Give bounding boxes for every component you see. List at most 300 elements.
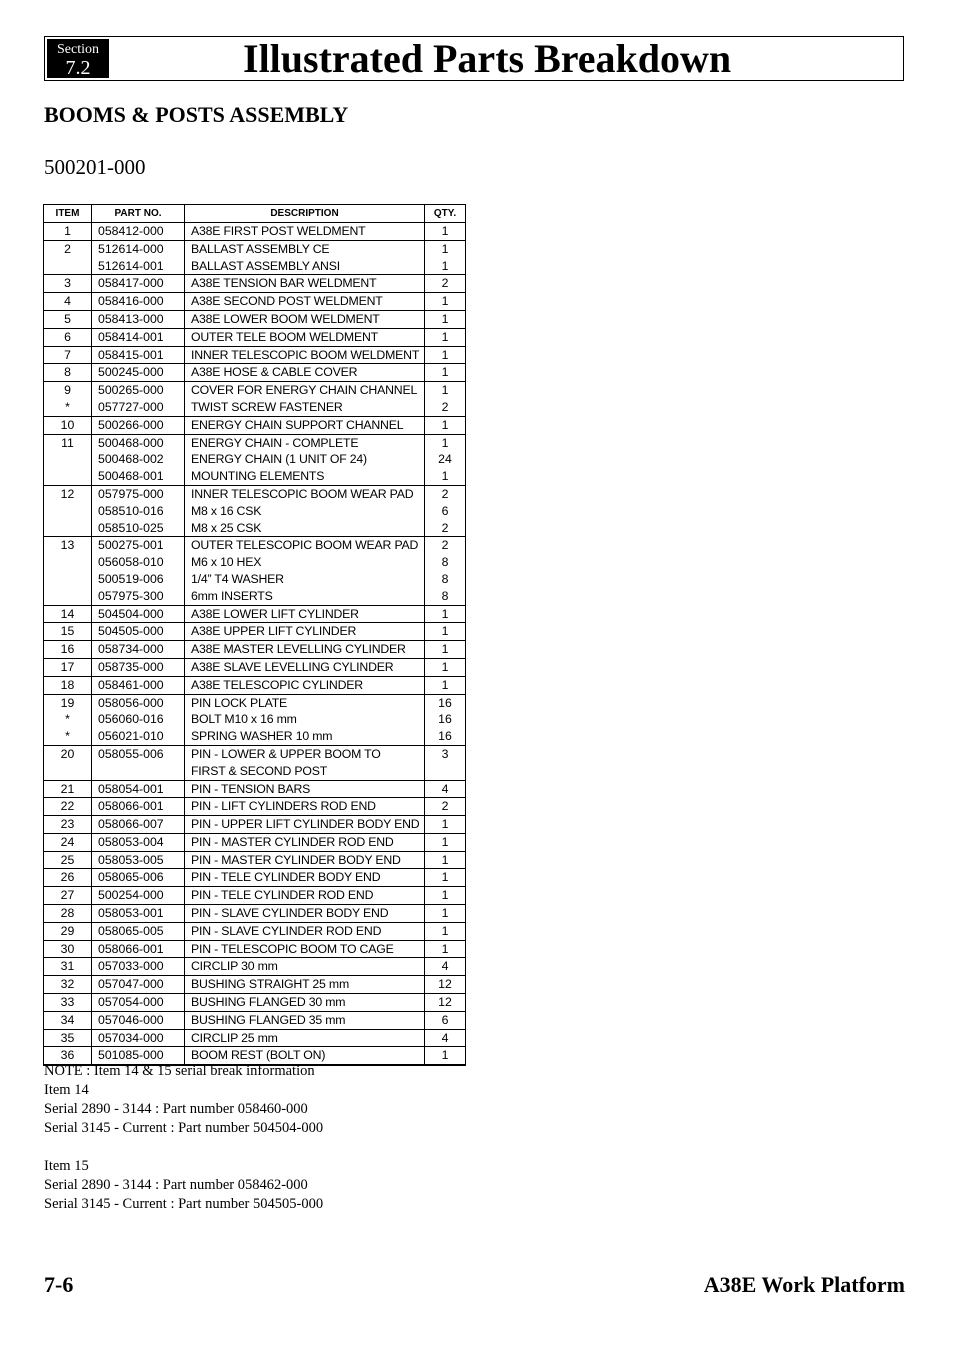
- cell-qty-line: [427, 763, 463, 780]
- cell-description-line: PIN - TELE CYLINDER BODY END: [191, 870, 381, 885]
- cell-qty-line: 6: [441, 503, 449, 518]
- cell-part-no-line: 058066-001: [98, 799, 164, 814]
- header-item: ITEM: [44, 205, 92, 223]
- table-row: [44, 328, 466, 346]
- cell-description: [185, 694, 425, 745]
- cell-description-line: A38E LOWER BOOM WELDMENT: [191, 311, 380, 326]
- cell-description-line: BUSHING FLANGED 35 mm: [191, 1012, 346, 1027]
- cell-qty: [425, 851, 466, 869]
- cell-qty: [425, 658, 466, 676]
- cell-qty: [425, 416, 466, 434]
- cell-item-line: 11: [61, 435, 74, 450]
- cell-qty: [425, 328, 466, 346]
- cell-description-line: MOUNTING ELEMENTS: [191, 469, 325, 484]
- cell-description-line: A38E SLAVE LEVELLING CYLINDER: [191, 659, 394, 674]
- assembly-title: BOOMS & POSTS ASSEMBLY: [44, 102, 349, 127]
- section-number: 7.2: [65, 57, 91, 79]
- cell-part-no-line: 500254-000: [98, 888, 164, 903]
- cell-item: [44, 798, 92, 816]
- table-row: [44, 240, 466, 275]
- cell-part-no: [92, 958, 185, 976]
- cell-description-line: BALLAST ASSEMBLY CE: [191, 241, 330, 256]
- cell-qty-line: 1: [441, 923, 449, 938]
- cell-qty-line: 1: [441, 852, 449, 867]
- cell-description-line: ENERGY CHAIN (1 UNIT OF 24): [191, 452, 367, 467]
- cell-item: [44, 1029, 92, 1047]
- cell-qty-line: 1: [441, 888, 449, 903]
- cell-part-no-line: 058510-016: [98, 503, 164, 518]
- cell-item-line: 7: [64, 347, 71, 362]
- cell-description-line: A38E HOSE & CABLE COVER: [191, 365, 358, 380]
- cell-description-line: PIN - TENSION BARS: [191, 781, 311, 796]
- cell-description: [185, 641, 425, 659]
- cell-part-no: [92, 485, 185, 536]
- cell-part-no: [92, 780, 185, 798]
- cell-description-line: PIN LOCK PLATE: [191, 695, 288, 710]
- cell-part-no: [92, 658, 185, 676]
- page-title: Illustrated Parts Breakdown: [243, 36, 732, 81]
- cell-item-line: [46, 451, 89, 468]
- note-line: Item 15: [44, 1158, 89, 1174]
- cell-part-no: [92, 994, 185, 1012]
- cell-description-line: PIN - TELESCOPIC BOOM TO CAGE: [191, 941, 394, 956]
- cell-description-line: TWIST SCREW FASTENER: [191, 399, 343, 414]
- cell-item: [44, 676, 92, 694]
- cell-part-no-line: 512614-000: [98, 241, 164, 256]
- cell-part-no-line: 058054-001: [98, 781, 164, 796]
- cell-qty-line: 8: [441, 571, 449, 586]
- cell-part-no: [92, 676, 185, 694]
- cell-item: [44, 976, 92, 994]
- cell-item: [44, 293, 92, 311]
- cell-part-no-line: 056060-016: [98, 712, 164, 727]
- cell-part-no-line: 500519-006: [98, 571, 164, 586]
- cell-qty-line: 4: [441, 959, 449, 974]
- cell-item: [44, 223, 92, 241]
- cell-description: [185, 1029, 425, 1047]
- cell-item: [44, 310, 92, 328]
- table-row: [44, 658, 466, 676]
- table-row: [44, 694, 466, 745]
- cell-qty-line: 1: [441, 347, 449, 362]
- cell-part-no-line: 512614-001: [98, 258, 164, 273]
- cell-qty-line: 1: [441, 906, 449, 921]
- cell-qty-line: 8: [441, 588, 449, 603]
- cell-qty: [425, 745, 466, 780]
- cell-item-line: 16: [60, 642, 75, 657]
- cell-description-line: M6 x 10 HEX: [191, 555, 262, 570]
- cell-qty-line: 12: [438, 995, 452, 1010]
- cell-description-line: BALLAST ASSEMBLY ANSI: [191, 258, 340, 273]
- cell-description: [185, 434, 425, 485]
- cell-item-line: 24: [60, 834, 75, 849]
- table-row: [44, 922, 466, 940]
- cell-description-line: FIRST & SECOND POST: [191, 763, 328, 778]
- table-row: [44, 816, 466, 834]
- cell-description-line: OUTER TELESCOPIC BOOM WEAR PAD: [191, 538, 419, 553]
- cell-part-no: [92, 434, 185, 485]
- cell-part-no: [92, 328, 185, 346]
- cell-qty: [425, 364, 466, 382]
- cell-qty: [425, 1047, 466, 1065]
- cell-part-no-line: 058413-000: [98, 311, 164, 326]
- header-part-no: PART NO.: [92, 205, 185, 223]
- cell-part-no: [92, 623, 185, 641]
- cell-qty-line: 1: [441, 677, 449, 692]
- cell-qty-line: 4: [441, 1030, 449, 1045]
- cell-item-line: 31: [60, 959, 75, 974]
- cell-qty: [425, 798, 466, 816]
- cell-part-no-line: 504504-000: [98, 606, 164, 621]
- note-line: Serial 2890 - 3144 : Part number 058460-000: [44, 1101, 308, 1117]
- cell-description: [185, 798, 425, 816]
- cell-item: [44, 382, 92, 417]
- cell-item: [44, 434, 92, 485]
- cell-description-line: SPRING WASHER 10 mm: [191, 729, 333, 744]
- cell-item-line: 9: [64, 383, 71, 398]
- cell-item-line: 34: [60, 1012, 75, 1027]
- cell-item: [44, 833, 92, 851]
- cell-qty: [425, 958, 466, 976]
- cell-part-no-line: 058053-001: [98, 906, 164, 921]
- note-line: Item 14: [44, 1082, 89, 1098]
- cell-part-no-line: 057054-000: [98, 995, 164, 1010]
- cell-qty-line: 2: [441, 520, 449, 535]
- table-row: [44, 485, 466, 536]
- cell-qty-line: 1: [441, 258, 449, 273]
- cell-part-no-line: 500468-000: [98, 435, 164, 450]
- cell-description: [185, 416, 425, 434]
- cell-part-no: [92, 605, 185, 623]
- cell-part-no: [92, 275, 185, 293]
- cell-item-line: 21: [60, 781, 75, 796]
- cell-qty-line: 1: [441, 870, 449, 885]
- cell-qty: [425, 623, 466, 641]
- cell-part-no: [92, 537, 185, 605]
- cell-qty-line: 1: [441, 642, 449, 657]
- cell-part-no-line: 057034-000: [98, 1030, 164, 1045]
- cell-description-line: PIN - MASTER CYLINDER ROD END: [191, 834, 394, 849]
- cell-part-no: [92, 869, 185, 887]
- cell-qty: [425, 887, 466, 905]
- cell-description: [185, 382, 425, 417]
- cell-item: [44, 346, 92, 364]
- cell-description: [185, 994, 425, 1012]
- cell-description: [185, 833, 425, 851]
- header-qty: QTY.: [425, 205, 466, 223]
- cell-part-no-line: 500266-000: [98, 417, 164, 432]
- cell-item-line: 12: [60, 486, 75, 501]
- cell-item-line: 15: [60, 624, 75, 639]
- cell-description-line: PIN - LOWER & UPPER BOOM TO: [191, 746, 381, 761]
- cell-description: [185, 485, 425, 536]
- cell-item-line: [46, 258, 89, 275]
- parts-table: [43, 204, 466, 1066]
- cell-part-no-line: 057975-300: [98, 588, 164, 603]
- cell-description-line: INNER TELESCOPIC BOOM WEAR PAD: [191, 486, 414, 501]
- cell-qty: [425, 293, 466, 311]
- cell-description-line: ENERGY CHAIN - COMPLETE: [191, 435, 359, 450]
- cell-description: [185, 605, 425, 623]
- cell-qty-line: 1: [441, 941, 449, 956]
- cell-item-line: 36: [60, 1048, 75, 1063]
- note-line: [44, 1138, 323, 1157]
- table-row: [44, 976, 466, 994]
- table-row: [44, 434, 466, 485]
- cell-qty-line: 1: [441, 435, 449, 450]
- cell-part-no: [92, 382, 185, 417]
- cell-qty-line: 16: [438, 712, 452, 727]
- table-row: [44, 641, 466, 659]
- cell-description: [185, 940, 425, 958]
- cell-description: [185, 275, 425, 293]
- cell-description-line: CIRCLIP 30 mm: [191, 959, 278, 974]
- cell-description: [185, 623, 425, 641]
- cell-qty-line: 1: [441, 224, 449, 238]
- table-row: [44, 1029, 466, 1047]
- cell-item: [44, 328, 92, 346]
- cell-description: [185, 364, 425, 382]
- cell-part-no: [92, 223, 185, 241]
- cell-qty-line: 2: [441, 538, 449, 553]
- cell-item-line: 32: [60, 977, 75, 992]
- cell-description: [185, 346, 425, 364]
- cell-qty: [425, 310, 466, 328]
- cell-qty: [425, 382, 466, 417]
- cell-item: [44, 240, 92, 275]
- cell-qty: [425, 833, 466, 851]
- cell-item-line: [46, 554, 89, 571]
- cell-description-line: PIN - SLAVE CYLINDER BODY END: [191, 906, 389, 921]
- table-row: [44, 623, 466, 641]
- note-line: Serial 3145 - Current : Part number 504505-000: [44, 1196, 324, 1212]
- cell-description: [185, 958, 425, 976]
- cell-qty: [425, 922, 466, 940]
- cell-part-no: [92, 745, 185, 780]
- cell-qty-line: 6: [441, 1012, 449, 1027]
- cell-item: [44, 416, 92, 434]
- cell-description-line: BOLT M10 x 16 mm: [191, 712, 297, 727]
- parts-table-header: [44, 205, 466, 223]
- cell-part-no-line: 058053-004: [98, 834, 164, 849]
- cell-qty: [425, 816, 466, 834]
- cell-description-line: BUSHING STRAIGHT 25 mm: [191, 977, 349, 992]
- table-row: [44, 364, 466, 382]
- cell-description-line: A38E TELESCOPIC CYLINDER: [191, 677, 363, 692]
- cell-description: [185, 328, 425, 346]
- cell-qty: [425, 994, 466, 1012]
- cell-description-line: COVER FOR ENERGY CHAIN CHANNEL: [191, 383, 418, 398]
- cell-item-line: [46, 571, 89, 588]
- cell-part-no-line: 500245-000: [98, 365, 164, 380]
- cell-item-line: 10: [60, 417, 75, 432]
- cell-qty-line: 1: [441, 624, 449, 639]
- cell-item: [44, 851, 92, 869]
- cell-description-line: 6mm INSERTS: [191, 588, 273, 603]
- cell-part-no: [92, 887, 185, 905]
- cell-part-no-line: 058735-000: [98, 659, 164, 674]
- cell-description-line: BUSHING FLANGED 30 mm: [191, 995, 346, 1010]
- table-row: [44, 223, 466, 241]
- cell-part-no: [92, 240, 185, 275]
- cell-description-line: PIN - SLAVE CYLINDER ROD END: [191, 923, 382, 938]
- cell-description: [185, 816, 425, 834]
- cell-part-no-line: 058065-006: [98, 870, 164, 885]
- cell-description: [185, 293, 425, 311]
- cell-part-no: [92, 922, 185, 940]
- cell-item: [44, 905, 92, 923]
- cell-description: [185, 310, 425, 328]
- cell-part-no: [92, 364, 185, 382]
- cell-item-line: 19: [60, 695, 75, 710]
- cell-qty-line: 1: [441, 294, 449, 309]
- table-row: [44, 833, 466, 851]
- cell-qty-line: 1: [441, 469, 449, 484]
- cell-part-no: [92, 816, 185, 834]
- cell-qty-line: 2: [441, 399, 449, 414]
- cell-description-line: INNER TELESCOPIC BOOM WELDMENT: [191, 347, 420, 362]
- header-description: DESCRIPTION: [185, 205, 425, 223]
- cell-part-no: [92, 293, 185, 311]
- cell-part-no-line: 056021-010: [98, 729, 164, 744]
- cell-item-line: 17: [60, 659, 75, 674]
- cell-part-no-line: [98, 763, 182, 780]
- cell-description-line: A38E LOWER LIFT CYLINDER: [191, 606, 359, 621]
- cell-item-line: [46, 520, 89, 537]
- cell-item-line: 26: [60, 870, 75, 885]
- cell-qty: [425, 905, 466, 923]
- note-line: NOTE : Item 14 & 15 serial break information: [44, 1063, 315, 1079]
- cell-qty: [425, 940, 466, 958]
- cell-item: [44, 745, 92, 780]
- cell-qty-line: 1: [441, 311, 449, 326]
- cell-item-line: 35: [60, 1030, 75, 1045]
- table-row: [44, 676, 466, 694]
- cell-description-line: PIN - LIFT CYLINDERS ROD END: [191, 799, 376, 814]
- table-row: [44, 798, 466, 816]
- table-row: [44, 346, 466, 364]
- cell-description-line: M8 x 16 CSK: [191, 503, 262, 518]
- cell-qty: [425, 780, 466, 798]
- cell-description: [185, 223, 425, 241]
- cell-part-no: [92, 833, 185, 851]
- cell-part-no-line: 058065-005: [98, 923, 164, 938]
- cell-part-no: [92, 1029, 185, 1047]
- cell-item-line: 28: [60, 906, 75, 921]
- parts-table-body: [44, 223, 466, 1066]
- cell-item-line: 8: [64, 365, 71, 380]
- cell-item-line: 33: [60, 995, 75, 1010]
- cell-qty: [425, 641, 466, 659]
- cell-item-line: [46, 503, 89, 520]
- cell-part-no-line: 058415-001: [98, 347, 164, 362]
- cell-description: [185, 922, 425, 940]
- cell-item-line: *: [65, 729, 70, 744]
- cell-qty: [425, 694, 466, 745]
- cell-qty-line: 1: [441, 834, 449, 849]
- cell-qty-line: 1: [441, 365, 449, 380]
- cell-item: [44, 658, 92, 676]
- cell-qty: [425, 976, 466, 994]
- cell-qty-line: 8: [441, 555, 449, 570]
- table-row: [44, 1011, 466, 1029]
- cell-part-no: [92, 1011, 185, 1029]
- cell-part-no-line: 500468-002: [98, 452, 164, 467]
- cell-qty-line: 1: [441, 817, 449, 832]
- cell-description-line: A38E MASTER LEVELLING CYLINDER: [191, 642, 406, 657]
- cell-item-line: 27: [60, 888, 75, 903]
- cell-item-line: 30: [60, 941, 75, 956]
- cell-item: [44, 485, 92, 536]
- cell-item-line: 5: [64, 311, 71, 326]
- cell-item-line: *: [65, 399, 70, 414]
- cell-item: [44, 940, 92, 958]
- cell-item-line: [46, 468, 89, 485]
- cell-item-line: 6: [64, 329, 71, 344]
- table-row: [44, 537, 466, 605]
- cell-part-no-line: 058417-000: [98, 276, 164, 291]
- table-row: [44, 745, 466, 780]
- table-row: [44, 905, 466, 923]
- cell-description-line: PIN - TELE CYLINDER ROD END: [191, 888, 374, 903]
- table-row: [44, 275, 466, 293]
- cell-item: [44, 275, 92, 293]
- cell-qty-line: 1: [441, 417, 449, 432]
- cell-part-no-line: 501085-000: [98, 1048, 164, 1063]
- cell-description: [185, 1011, 425, 1029]
- cell-item-line: 4: [64, 294, 71, 309]
- cell-qty-line: 16: [438, 695, 452, 710]
- cell-item: [44, 994, 92, 1012]
- table-row: [44, 869, 466, 887]
- cell-part-no-line: 057046-000: [98, 1012, 164, 1027]
- cell-item: [44, 537, 92, 605]
- cell-qty-line: 1: [441, 1048, 449, 1063]
- cell-description-line: 1/4” T4 WASHER: [191, 571, 284, 586]
- table-row: [44, 958, 466, 976]
- table-row: [44, 382, 466, 417]
- cell-description-line: PIN - MASTER CYLINDER BODY END: [191, 852, 401, 867]
- cell-part-no: [92, 851, 185, 869]
- cell-item: [44, 958, 92, 976]
- cell-qty-line: 16: [438, 729, 452, 744]
- cell-qty-line: 2: [441, 799, 449, 814]
- page-number: 7-6: [44, 1272, 74, 1297]
- cell-part-no-line: 056058-010: [98, 555, 164, 570]
- note-line: Serial 2890 - 3144 : Part number 058462-000: [44, 1177, 308, 1193]
- cell-part-no-line: 058056-000: [98, 695, 164, 710]
- cell-part-no: [92, 976, 185, 994]
- cell-item-line: [46, 588, 89, 605]
- cell-item: [44, 887, 92, 905]
- cell-description-line: BOOM REST (BOLT ON): [191, 1048, 326, 1063]
- cell-item-line: 18: [60, 677, 75, 692]
- table-row: [44, 293, 466, 311]
- cell-item: [44, 1011, 92, 1029]
- cell-item-line: 23: [60, 817, 75, 832]
- cell-description-line: A38E SECOND POST WELDMENT: [191, 294, 383, 309]
- cell-item: [44, 623, 92, 641]
- cell-part-no-line: 057033-000: [98, 959, 164, 974]
- cell-item-line: 22: [60, 799, 75, 814]
- cell-qty: [425, 240, 466, 275]
- cell-qty: [425, 434, 466, 485]
- cell-item-line: *: [65, 712, 70, 727]
- cell-item-line: 20: [60, 746, 75, 761]
- cell-description: [185, 745, 425, 780]
- cell-item: [44, 605, 92, 623]
- cell-part-no-line: 058416-000: [98, 294, 164, 309]
